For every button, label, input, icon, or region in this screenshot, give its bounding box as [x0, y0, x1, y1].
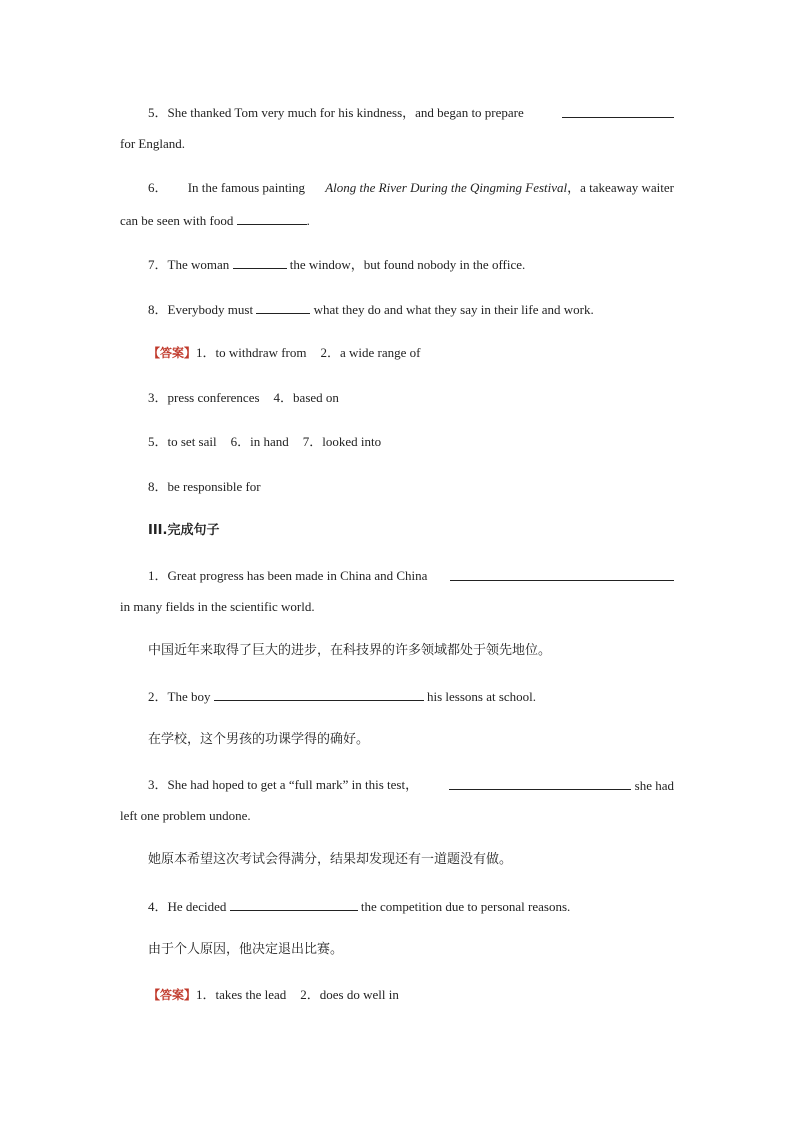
question-text: . [306, 213, 310, 228]
question-text: she had [634, 778, 674, 793]
answer-item: 8．be responsible for [148, 479, 261, 494]
question-7 [148, 256, 525, 272]
question-text: The boy [167, 689, 211, 704]
answer-item: 2．a wide range of [320, 345, 421, 360]
sentence-1-line-1 [148, 568, 674, 584]
question-number: 1． [148, 568, 168, 583]
answer-item: 1．takes the lead [196, 987, 287, 1002]
answer-blank[interactable] [237, 212, 307, 225]
question-number: 2． [148, 689, 168, 704]
answer-line-1 [148, 345, 421, 361]
painting-title: Along the River During the Qingming Festival [325, 180, 568, 195]
answer-line-4 [148, 479, 261, 495]
question-text: his lessons at school. [426, 689, 537, 704]
question-number: 4． [148, 899, 168, 914]
sentence-3-line-1 [148, 777, 674, 793]
answer-item: 4．based on [273, 390, 339, 405]
question-8 [148, 301, 594, 317]
sentence-3-translation: 她原本希望这次考试会得满分，结果却发现还有一道题没有做。 [148, 852, 513, 867]
answer-blank[interactable] [450, 568, 674, 581]
answer-item: 7．looked into [302, 434, 382, 449]
question-text: Everybody must [167, 302, 254, 317]
question-text: She thanked Tom very much for his kindness，and began to prepare [167, 105, 524, 120]
answer-tag: 【答案】 [148, 346, 197, 360]
answer-item: 6．in hand [230, 434, 289, 449]
sentence-1-translation: 中国近年来取得了巨大的进步，在科技界的许多领域都处于领先地位。 [148, 643, 552, 658]
answer-tag: 【答案】 [148, 988, 197, 1002]
answer-blank[interactable] [562, 105, 674, 118]
question-text: In the famous painting [187, 180, 306, 195]
answer-item: 5．to set sail [148, 434, 217, 449]
question-number: 3． [148, 777, 168, 792]
question-text: can be seen with food [120, 213, 234, 228]
answer-blank[interactable] [233, 256, 287, 269]
question-text: the window，but found nobody in the office. [289, 257, 526, 272]
question-text: the competition due to personal reasons. [360, 899, 571, 914]
answer-blank[interactable] [214, 688, 424, 701]
question-6-line-1 [148, 180, 674, 196]
question-number: 7． [148, 257, 168, 272]
answer-line-5 [148, 987, 399, 1003]
question-text: The woman [167, 257, 230, 272]
question-number: 6． [148, 180, 168, 195]
question-text: Great progress has been made in China and China [167, 568, 428, 583]
sentence-1-line-2: in many fields in the scientific world. [120, 599, 315, 614]
sentence-2-translation: 在学校，这个男孩的功课学得的确好。 [148, 732, 370, 747]
question-5-line-1 [148, 105, 674, 121]
question-text: what they do and what they say in their life and work. [313, 302, 594, 317]
question-text: She had hoped to get a “full mark” in this test， [167, 777, 419, 792]
question-6-line-2 [120, 212, 310, 228]
question-number: 5． [148, 105, 168, 120]
answer-item: 3．press conferences [148, 390, 260, 405]
answer-line-2 [148, 390, 339, 406]
section-heading: III.完成句子 [148, 523, 220, 538]
answer-item: 2．does do well in [300, 987, 399, 1002]
answer-blank[interactable] [449, 777, 631, 790]
sentence-3-line-2: left one problem undone. [120, 808, 251, 823]
question-number: 8． [148, 302, 168, 317]
answer-line-3 [148, 434, 381, 450]
answer-item: 1．to withdraw from [196, 345, 307, 360]
answer-blank[interactable] [256, 301, 310, 314]
sentence-4 [148, 898, 570, 914]
question-text: He decided [167, 899, 227, 914]
question-text: ，a takeaway waiter [567, 180, 674, 195]
question-5-line-2: for England. [120, 136, 185, 151]
sentence-2 [148, 688, 536, 704]
answer-blank[interactable] [230, 898, 358, 911]
sentence-4-translation: 由于个人原因，他决定退出比赛。 [148, 942, 344, 957]
